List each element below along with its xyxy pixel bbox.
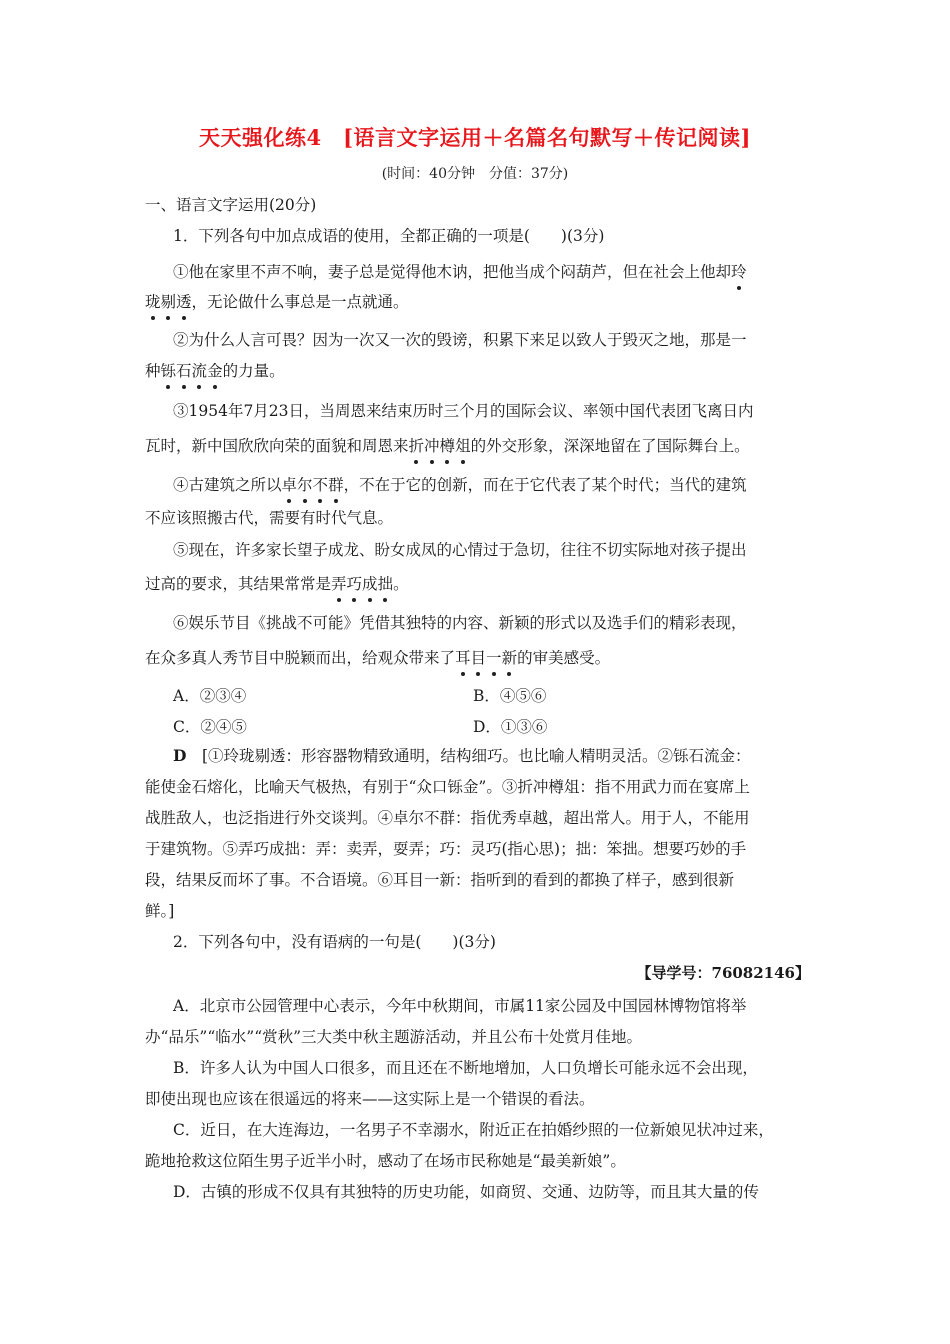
emphasized-idiom: 玲 — [731, 263, 747, 281]
emphasized-idiom: 耳目一新 — [455, 649, 518, 667]
question-2-stem: 2．下列各句中，没有语病的一句是( )(3分) — [173, 933, 496, 951]
answer-explanation-line-6: 鲜。] — [145, 902, 175, 920]
answer-explanation-line-3: 战胜敌人，也泛指进行外交谈判。④卓尔不群：指优秀卓越，超出常人。用于人，不能用 — [145, 809, 750, 827]
q1-sentence-2-line-2: 种铄石流金的力量。 — [145, 362, 285, 380]
emphasized-idiom: 铄石流金 — [160, 362, 223, 380]
answer-explanation-line-2: 能使金石熔化，比喻天气极热，有别于“众口铄金”。③折冲樽俎：指不用武力而在宴席上 — [145, 778, 750, 796]
q2-option-b-line-1: B．许多人认为中国人口很多，而且还在不断地增加，人口负增长可能永远不会出现， — [173, 1059, 758, 1077]
q1-sentence-4-line-1: ④古建筑之所以卓尔不群，不在于它的创新，而在于它代表了某个时代；当代的建筑 — [173, 476, 747, 494]
q1-sentence-2-line-1: ②为什么人言可畏？因为一次又一次的毁谤，积累下来足以致人于毁灭之地，那是一 — [173, 331, 747, 349]
question-1-stem: 1．下列各句中加点成语的使用，全都正确的一项是( )(3分) — [173, 227, 605, 245]
option-b: B．④⑤⑥ — [473, 687, 547, 705]
q1-sentence-4-line-2: 不应该照搬古代，需要有时代气息。 — [145, 509, 394, 527]
answer-explanation-line-1: D [①玲珑剔透：形容器物精致通明，结构细巧。也比喻人精明灵活。②铄石流金： — [173, 746, 751, 765]
q1-sentence-6-line-2: 在众多真人秀节目中脱颖而出，给观众带来了耳目一新的审美感受。 — [145, 649, 611, 667]
answer-explanation-line-5: 段，结果反而坏了事。不合语境。⑥耳目一新：指听到的看到的都换了样子，感到很新 — [145, 871, 735, 889]
q1-sentence-6-line-1: ⑥娱乐节目《挑战不可能》凭借其独特的内容、新颖的形式以及选手们的精彩表现， — [173, 614, 747, 632]
section-heading: 一、语言文字运用(20分) — [145, 196, 317, 214]
q1-sentence-5-line-1: ⑤现在，许多家长望子成龙、盼女成凤的心情过于急切，往往不切实际地对孩子提出 — [173, 541, 747, 559]
q2-option-b-line-2: 即使出现也应该在很遥远的将来——这实际上是一个错误的看法。 — [145, 1090, 595, 1108]
emphasized-idiom: 珑剔透 — [145, 293, 192, 311]
time-score-info: (时间：40分钟 分值：37分) — [381, 166, 569, 182]
q2-option-c-line-1: C．近日，在大连海边，一名男子不幸溺水，附近正在拍婚纱照的一位新娘见状冲过来， — [173, 1121, 774, 1139]
answer-explanation-line-4: 于建筑物。⑤弄巧成拙：弄：卖弄，耍弄；巧：灵巧(指心思)；拙：笨拙。想要巧妙的手 — [145, 840, 747, 858]
option-a: A．②③④ — [173, 687, 247, 705]
q1-sentence-5-line-2: 过高的要求，其结果常常是弄巧成拙。 — [145, 575, 409, 593]
option-c: C．②④⑤ — [173, 718, 247, 736]
emphasized-idiom: 弄巧成拙 — [331, 575, 394, 593]
emphasized-idiom: 折冲樽俎 — [408, 437, 471, 455]
emphasized-idiom: 卓尔不群 — [281, 476, 344, 494]
answer-letter: D — [173, 746, 187, 765]
q2-option-a-line-2: 办“品乐”“临水”“赏秋”三大类中秋主题游活动，并且公布十处赏月佳地。 — [145, 1028, 643, 1046]
page-title: 天天强化练4 [语言文字运用＋名篇名句默写＋传记阅读] — [199, 125, 751, 150]
q1-sentence-3-line-2: 瓦时，新中国欣欣向荣的面貌和周恩来折冲樽俎的外交形象，深深地留在了国际舞台上。 — [145, 437, 750, 455]
q1-sentence-1-line-1: ①他在家里不声不响，妻子总是觉得他木讷，把他当成个闷葫芦，但在社会上他却玲 — [173, 263, 747, 281]
q2-option-d-line-1: D．古镇的形成不仅具有其独特的历史功能，如商贸、交通、边防等，而且其大量的传 — [173, 1183, 759, 1201]
option-d: D．①③⑥ — [473, 718, 548, 736]
q1-sentence-1-line-2: 珑剔透，无论做什么事总是一点就通。 — [145, 293, 409, 311]
q1-sentence-3-line-1: ③1954年7月23日，当周恩来结束历时三个月的国际会议、率领中国代表团飞离日内 — [173, 402, 754, 420]
q2-option-a-line-1: A．北京市公园管理中心表示，今年中秋期间，市属11家公园及中国园林博物馆将举 — [173, 997, 747, 1015]
guide-number: 【导学号：76082146】 — [636, 964, 810, 982]
q2-option-c-line-2: 跪地抢救这位陌生男子近半小时，感动了在场市民称她是“最美新娘”。 — [145, 1152, 626, 1170]
